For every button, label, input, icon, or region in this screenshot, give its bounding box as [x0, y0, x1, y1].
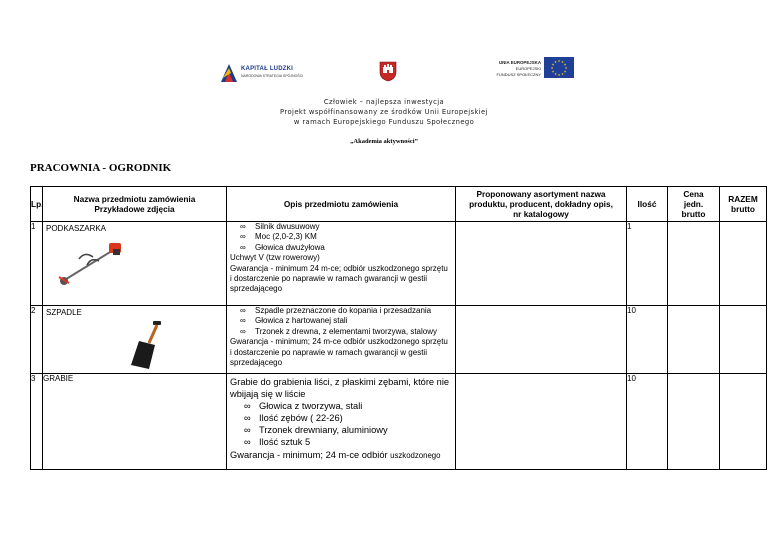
- row-3-bullet: [230, 400, 453, 412]
- row-3-intro-line: wbijają się w liście: [230, 389, 306, 400]
- row-1-bullet: [230, 232, 453, 242]
- row-2-name: SZPADLE: [46, 308, 82, 317]
- row-3-bullet-text: Ilość sztuk 5: [259, 437, 311, 448]
- row-2-bullet: [230, 316, 453, 326]
- order-table: [30, 186, 767, 470]
- svg-text:★: ★: [561, 60, 564, 65]
- bullet-symbol: ∞: [240, 306, 246, 315]
- row-2-qty: 10: [627, 306, 668, 374]
- table-row: [31, 374, 767, 470]
- spade-image: [127, 319, 167, 371]
- bullet-symbol: ∞: [240, 222, 246, 231]
- header-name: [43, 187, 227, 222]
- header-qty: Ilość: [627, 187, 668, 222]
- row-2-lp: 2: [31, 306, 43, 374]
- svg-text:★: ★: [550, 66, 554, 70]
- header-proposed-line2: produktu, producent, dokładny opis,: [469, 199, 613, 209]
- row-2-bullet-text: Szpadle przeznaczone do kopania i przesadzania: [255, 306, 432, 315]
- coat-of-arms-icon: [379, 60, 397, 82]
- row-1-lp: 1: [31, 222, 43, 306]
- header-proposed-line1: Proponowany asortyment nazwa: [476, 189, 606, 199]
- bullet-symbol: ∞: [240, 326, 246, 336]
- row-1-extra-line: sprzedającego: [230, 284, 283, 294]
- eu-label-line2: EUROPEJSKI: [515, 66, 541, 71]
- header-total: [720, 187, 767, 222]
- row-3-footer: [230, 449, 453, 462]
- row-3-intro-line: Grabie do grabienia liści, z płaskimi zębami, które nie: [230, 377, 450, 387]
- header-proposed: [456, 187, 627, 222]
- row-2-bullet-text: Trzonek z drewna, z elementami tworzywa, stalowy: [255, 326, 437, 336]
- kapital-ludzki-logo: [221, 64, 303, 84]
- row-1-bullet: [230, 222, 453, 232]
- eu-flag-icon: [544, 57, 574, 78]
- header-description-label: Opis przedmiotu zamówienia: [283, 199, 399, 209]
- row-3-description: [227, 374, 456, 470]
- kapital-ludzki-emblem-icon: [221, 64, 237, 82]
- row-2-bullet: [230, 306, 453, 316]
- svg-text:★: ★: [551, 62, 555, 67]
- row-3-qty: 10: [627, 374, 668, 470]
- row-2-desc-block: [227, 306, 455, 368]
- header-name-line2: Przykładowe zdjęcia: [94, 204, 175, 214]
- kapital-ludzki-title: KAPITAŁ LUDZKI: [241, 66, 294, 72]
- svg-text:★: ★: [554, 71, 557, 76]
- svg-text:★: ★: [564, 66, 568, 70]
- row-1-bullet-text: Silnik dwusuwowy: [255, 222, 320, 231]
- header-total-line2: brutto: [731, 204, 755, 214]
- row-2-proposed[interactable]: [456, 306, 627, 374]
- eu-label-line1: UNIA EUROPEJSKA: [498, 60, 541, 65]
- row-1-bullet: [230, 243, 453, 253]
- row-1-name: PODKASZARKA: [46, 224, 107, 233]
- eu-label: [485, 60, 541, 78]
- svg-text:★: ★: [561, 71, 564, 76]
- row-1-description: [227, 222, 456, 306]
- row-3-bullet-text: Trzonek drewniany, aluminiowy: [259, 425, 388, 436]
- header-total-line1: RAZEM: [728, 194, 758, 204]
- header-proposed-line3: nr katalogowy: [513, 209, 569, 219]
- row-3-name: GRABIE: [43, 374, 227, 470]
- svg-text:★: ★: [554, 60, 557, 65]
- bullet-symbol: ∞: [240, 242, 246, 252]
- svg-text:★: ★: [563, 62, 567, 67]
- svg-text:★: ★: [551, 69, 555, 74]
- header-line-2: Projekt współfinansowany ze środków Unii Europejskiej: [280, 108, 488, 116]
- row-1-qty: 1: [627, 222, 668, 306]
- row-1-bullet-text: Moc (2,0-2,3) KM: [255, 232, 317, 242]
- row-1-extra-line: Uchwyt V (tzw rowerowy): [230, 253, 320, 263]
- row-3-bullet-text: Ilość zębów ( 22-26): [259, 413, 343, 424]
- row-3-total[interactable]: [720, 374, 767, 470]
- row-3-bullet: [230, 424, 453, 436]
- row-2-total[interactable]: [720, 306, 767, 374]
- row-1-extra-line: i dostarczenie po naprawie w ramach gwarancji w gestii: [230, 274, 427, 284]
- eu-label-line3: FUNDUSZ SPOŁECZNY: [496, 72, 541, 77]
- bullet-symbol: ∞: [244, 425, 251, 436]
- row-3-bullet-text: Głowica z tworzywa, stali: [259, 401, 363, 412]
- header-name-line1: Nazwa przedmiotu zamówienia: [73, 194, 196, 204]
- row-2-description: [227, 306, 456, 374]
- table-row: [31, 222, 767, 306]
- row-1-proposed[interactable]: [456, 222, 627, 306]
- header-line-1: Człowiek – najlepsza inwestycja: [323, 98, 445, 106]
- svg-text:★: ★: [557, 59, 561, 64]
- row-2-price[interactable]: [668, 306, 720, 374]
- row-3-bullet: [230, 436, 453, 448]
- row-2-extra-line: sprzedającego: [230, 358, 283, 368]
- row-3-price[interactable]: [668, 374, 720, 470]
- bullet-symbol: ∞: [244, 437, 251, 448]
- row-3-footer-main: Gwarancja - minimum; 24 m-ce odbiór: [230, 449, 391, 460]
- row-2-extra-line: Gwarancja - minimum; 24 m-ce odbiór uszkodzonego sprzętu: [230, 337, 448, 347]
- row-3-desc-block: [227, 374, 455, 462]
- row-2-name-cell: [43, 306, 227, 374]
- row-3-lp: 3: [31, 374, 43, 470]
- header-lp: Lp.: [31, 187, 43, 222]
- svg-text:★: ★: [557, 72, 561, 77]
- svg-text:★: ★: [563, 69, 567, 74]
- section-title: PRACOWNIA - OGRODNIK: [30, 162, 172, 174]
- kapital-ludzki-subtitle: NARODOWA STRATEGIA SPÓJNOŚCI: [241, 74, 304, 78]
- row-3-footer-small: uszkodzonego: [390, 450, 441, 460]
- row-2-bullet: [230, 327, 453, 337]
- row-1-desc-block: [227, 222, 455, 295]
- header-description: [227, 187, 456, 222]
- header-price-line1: Cena: [683, 189, 704, 199]
- table-row: [31, 306, 767, 374]
- row-1-price[interactable]: [668, 222, 720, 306]
- row-1-total[interactable]: [720, 222, 767, 306]
- bullet-symbol: ∞: [244, 401, 251, 412]
- header-price: [668, 187, 720, 222]
- header-price-line3: brutto: [681, 209, 706, 219]
- row-1-bullet-text: Głowica dwużyłowa: [255, 242, 325, 252]
- row-1-name-cell: [43, 222, 227, 306]
- table-header-row: [31, 187, 767, 222]
- bullet-symbol: ∞: [240, 316, 246, 326]
- header-price-line2: jedn.: [683, 199, 704, 209]
- row-2-bullet-text: Głowica z hartowanej stali: [255, 316, 348, 326]
- brush-cutter-image: [57, 235, 127, 287]
- bullet-symbol: ∞: [244, 413, 251, 424]
- project-name: „Akademia aktywności”: [350, 138, 418, 145]
- row-3-proposed[interactable]: [456, 374, 627, 470]
- row-2-extra-line: i dostarczenie po naprawie w ramach gwarancji w gestii: [230, 347, 427, 357]
- header-line-3: w ramach Europejskiego Funduszu Społecznego: [293, 118, 475, 126]
- row-1-extra-line: Gwarancja - minimum 24 m-ce; odbiór uszkodzonego sprzętu: [230, 263, 448, 273]
- row-3-bullet: [230, 412, 453, 424]
- bullet-symbol: ∞: [240, 232, 246, 242]
